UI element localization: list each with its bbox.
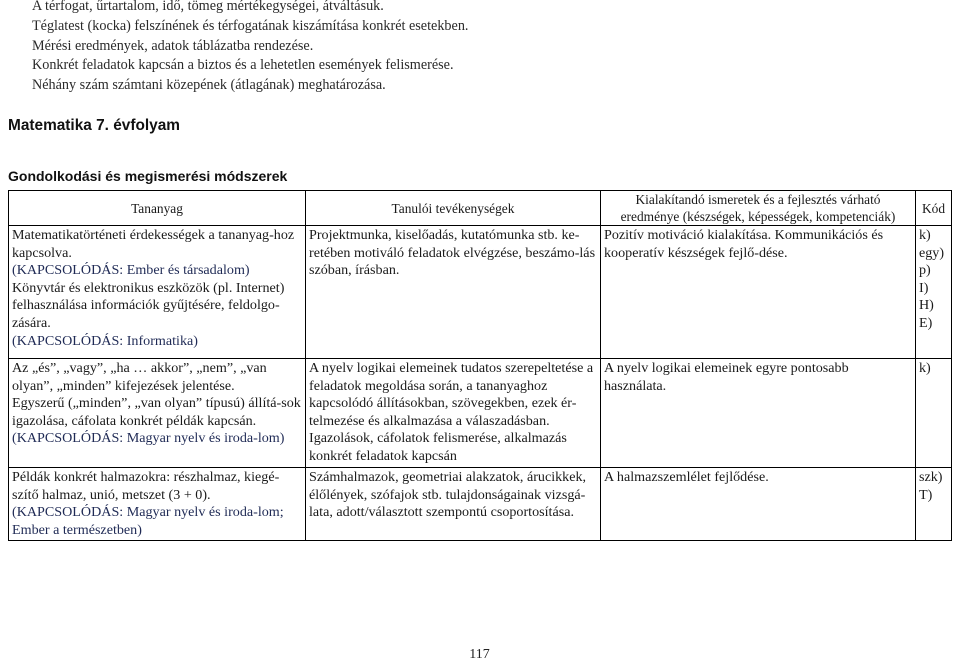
table-header-row: [9, 191, 952, 226]
cell-kod: [916, 226, 952, 359]
header-kialakitando-line2: eredménye (készségek, képességek, kompetenciák): [620, 209, 896, 224]
code-item: k): [919, 360, 931, 376]
cell-kod: [916, 359, 952, 468]
cell-tananyag: [9, 359, 306, 468]
cell-tevekenysegek: A nyelv logikai elemeinek tudatos szerepeltetése a feladatok megoldása során, a tananyaghoz kapcsolódó állításokban, szövegekben, ezek ér-telmezése és alkalmazása a válaszadásban. Igazolások, cáfolatok felismerése, alkalmazás konkrét feladatok kapcsán: [306, 359, 601, 468]
intro-line: Téglatest (kocka) felszínének és térfogatának kiszámítása konkrét esetekben.: [32, 17, 469, 34]
cell-tananyag: [9, 226, 306, 359]
header-kod: Kód: [916, 191, 952, 226]
tananyag-text: Könyvtár és elektronikus eszközök (pl. Internet) felhasználása információk gyűjtésére, feldolgo-zására.: [12, 279, 285, 331]
code-item: p): [919, 262, 931, 279]
cell-tevekenysegek: Számhalmazok, geometriai alakzatok, árucikkek, élőlények, szófajok stb. tulajdonságainak vizsgá-lata, adott/választott szempontú csoportosítása.: [306, 468, 601, 541]
kapcsolodas-text: (KAPCSOLÓDÁS: Magyar nyelv és iroda-lom; Ember a természetben): [12, 504, 284, 538]
tananyag-text: Példák konkrét halmazokra: részhalmaz, kiegé-szítő halmaz, unió, metszet (3 + 0).: [12, 469, 280, 503]
intro-lines: [32, 0, 932, 96]
cell-kialakitando: Pozitív motiváció kialakítása. Kommunikációs és kooperatív készségek fejlő-dése.: [601, 226, 916, 359]
curriculum-table: [8, 190, 952, 541]
code-item: H): [919, 297, 934, 314]
intro-line: Mérési eredmények, adatok táblázatba rendezése.: [32, 37, 314, 54]
tananyag-text: Matematikatörténeti érdekességek a tananyag-hoz kapcsolva.: [12, 227, 295, 261]
code-item: k): [919, 227, 931, 243]
kapcsolodas-text: (KAPCSOLÓDÁS: Ember és társadalom): [12, 262, 250, 279]
code-item: szk): [919, 469, 943, 485]
cell-kialakitando: A halmazszemlélet fejlődése.: [601, 468, 916, 541]
cell-tevekenysegek: Projektmunka, kiselőadás, kutatómunka stb. ke-retében motiváló feladatok elvégzése, beszámo-lás szóban, írásban.: [306, 226, 601, 359]
intro-line: A térfogat, űrtartalom, idő, tömeg mértékegységei, átváltásuk.: [32, 0, 384, 14]
tananyag-text: Egyszerű („minden”, „van olyan” típusú) állítá-sok igazolása, cáfolata konkrét példák kapcsán.: [12, 395, 301, 429]
kapcsolodas-text: (KAPCSOLÓDÁS: Informatika): [12, 332, 198, 349]
page-number: 117: [469, 647, 490, 662]
section-heading: Gondolkodási és megismerési módszerek: [8, 168, 288, 184]
cell-kialakitando: A nyelv logikai elemeinek egyre pontosabb használata.: [601, 359, 916, 468]
table-row: [9, 226, 952, 359]
kapcsolodas-text: (KAPCSOLÓDÁS: Magyar nyelv és iroda-lom): [12, 430, 285, 447]
code-item: egy): [919, 244, 945, 261]
code-item: E): [919, 314, 933, 331]
intro-line: Néhány szám számtani közepének (átlagának) meghatározása.: [32, 77, 386, 94]
header-kialakitando: [601, 191, 916, 226]
cell-tananyag: [9, 468, 306, 541]
code-item: T): [919, 486, 933, 503]
tananyag-text: Az „és”, „vagy”, „ha … akkor”, „nem”, „van olyan”, „minden” kifejezések jelentése.: [12, 360, 267, 394]
header-tevekenysegek: Tanulói tevékenységek: [306, 191, 601, 226]
code-item: I): [919, 279, 929, 296]
intro-line: Konkrét feladatok kapcsán a biztos és a lehetetlen események felismerése.: [32, 57, 454, 74]
subject-heading: Matematika 7. évfolyam: [8, 117, 180, 134]
header-tananyag: Tananyag: [9, 191, 306, 226]
table-row: [9, 359, 952, 468]
header-kialakitando-line1: Kialakítandó ismeretek és a fejlesztés várható: [635, 192, 881, 207]
table-row: [9, 468, 952, 541]
cell-kod: [916, 468, 952, 541]
